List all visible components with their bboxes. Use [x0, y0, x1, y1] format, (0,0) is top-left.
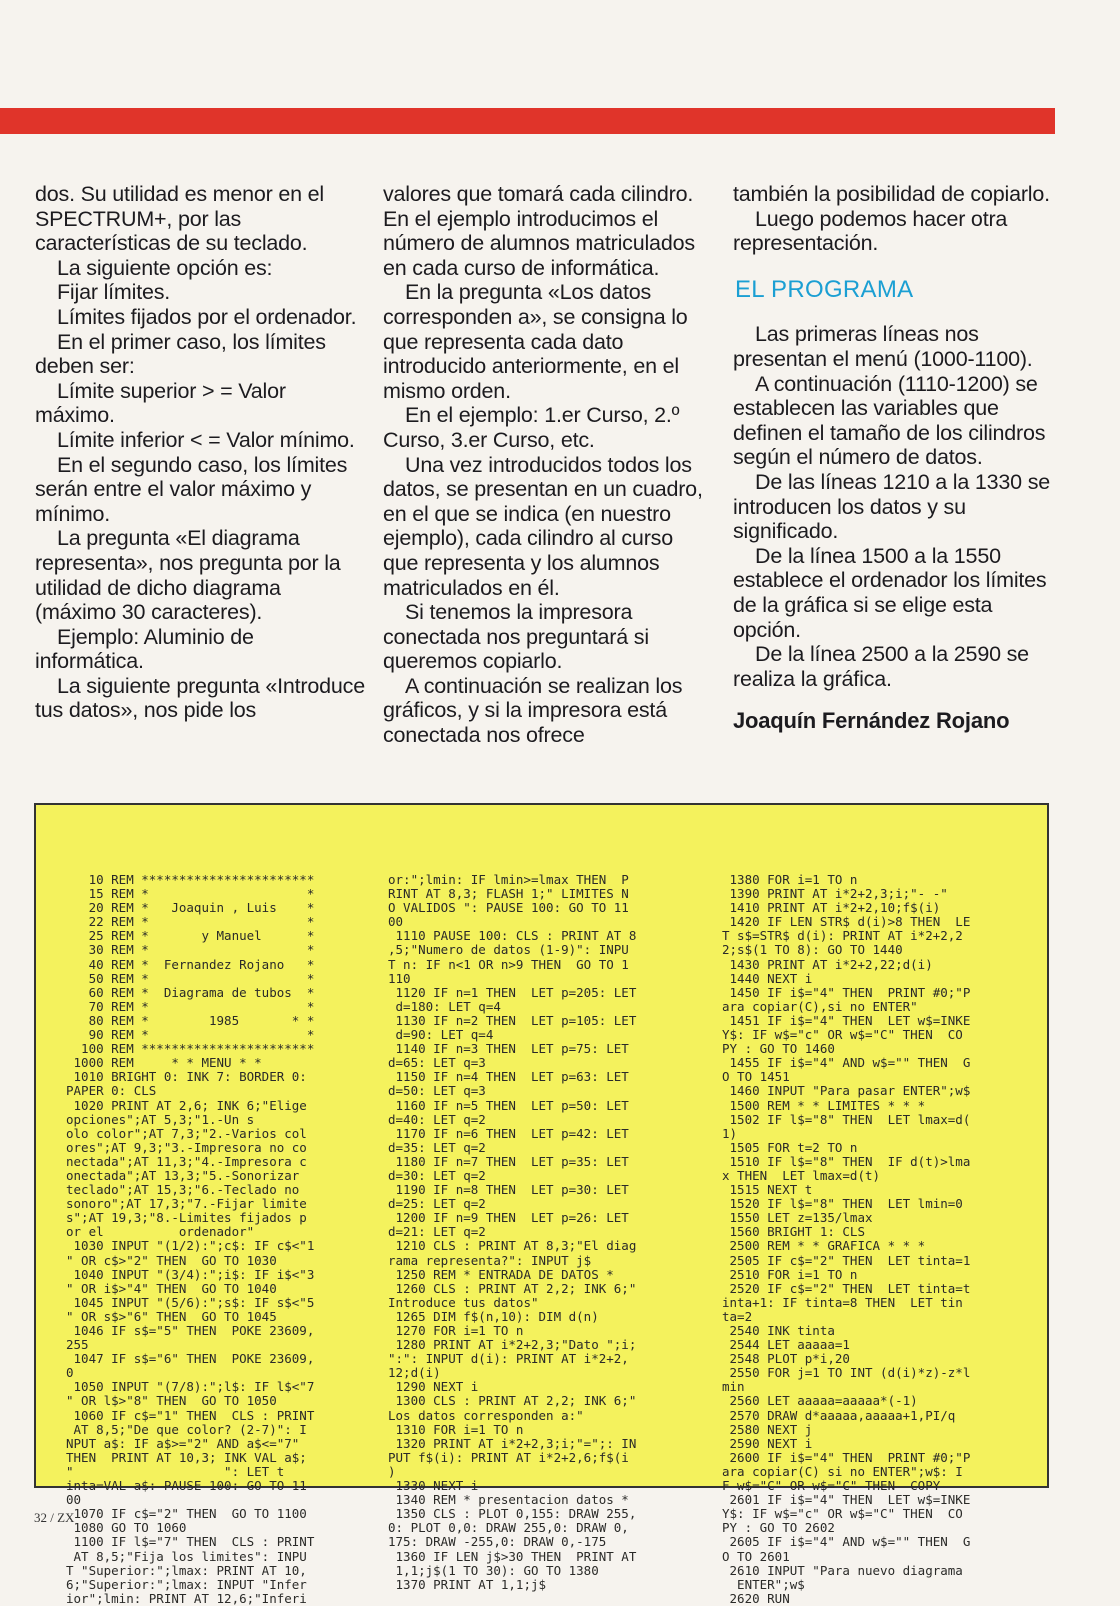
- code-line: 1460 INPUT "Para pasar ENTER";w$: [722, 1083, 971, 1099]
- code-line: 12;d(i): [388, 1365, 441, 1381]
- code-line: d=25: LET q=2: [388, 1196, 486, 1212]
- code-line: AT 8,5;"Fija los limites": INPU: [66, 1548, 307, 1564]
- code-line: 1160 IF n=5 THEN LET p=50: LET: [388, 1097, 629, 1113]
- code-line: 2610 INPUT "Para nuevo diagrama: [722, 1562, 963, 1578]
- code-line: 100 REM ***********************: [66, 1041, 315, 1057]
- paragraph: Ejemplo: Aluminio de informática.: [35, 624, 254, 674]
- paragraph: La pregunta «El diagrama representa», nos pregunta por la utilidad de dicho diagrama (máximo 30 caracteres).: [35, 526, 341, 625]
- code-line: s";AT 19,3;"8.-Limites fijados p: [66, 1210, 307, 1226]
- code-line: 1260 CLS : PRINT AT 2,2; INK 6;": [388, 1280, 637, 1296]
- code-line: ): [388, 1463, 396, 1479]
- code-line: 1450 IF i$="4" THEN PRINT #0;"P: [722, 984, 971, 1000]
- page-number: 32 / ZX: [34, 1510, 75, 1525]
- code-line: 1300 CLS : PRINT AT 2,2; INK 6;": [388, 1393, 637, 1409]
- code-line: " OR c$>"2" THEN GO TO 1030: [66, 1252, 277, 1268]
- section-title: EL PROGRAMA: [735, 275, 914, 303]
- code-line: 1310 FOR i=1 TO n: [388, 1421, 524, 1437]
- author-byline: Joaquín Fernández Rojano: [733, 708, 1010, 734]
- code-line: 2560 LET aaaaa=aaaaa*(-1): [722, 1393, 918, 1409]
- code-line: 2505 IF c$="2" THEN LET tinta=1: [722, 1252, 971, 1268]
- code-line: 1505 FOR t=2 TO n: [722, 1139, 858, 1155]
- article-column-2: [383, 182, 705, 748]
- code-line: Introduce tus datos": [388, 1294, 539, 1310]
- paragraph: La siguiente pregunta «Introduce tus datos», nos pide los: [35, 673, 365, 723]
- code-line: 1140 IF n=3 THEN LET p=75: LET: [388, 1041, 629, 1057]
- code-line: or el ordenador": [66, 1224, 255, 1240]
- code-line: 1390 PRINT AT i*2+2,3;i;"- -": [722, 886, 948, 902]
- code-line: ,5;"Numero de datos (1-9)": INPU: [388, 942, 629, 958]
- code-line: 50 REM * *: [66, 970, 315, 986]
- code-line: 1560 BRIGHT 1: CLS: [722, 1224, 865, 1240]
- code-line: PY : GO TO 1460: [722, 1041, 835, 1057]
- code-line: d=21: LET q=2: [388, 1224, 486, 1240]
- code-line: ores";AT 9,3;"3.-Impresora no co: [66, 1139, 307, 1155]
- code-line: T s$=STR$ d(i): PRINT AT i*2+2,2: [722, 928, 963, 944]
- code-line: 20 REM * Joaquin , Luis *: [66, 900, 315, 916]
- code-line: AT 8,5;"De que color? (2-7)": I: [66, 1421, 307, 1437]
- code-line: 1,1;j$(1 TO 30): GO TO 1380: [388, 1562, 599, 1578]
- code-line: 1130 IF n=2 THEN LET p=105: LET: [388, 1012, 637, 1028]
- code-line: 1000 REM * * MENU * *: [66, 1055, 262, 1071]
- code-line: PY : GO TO 2602: [722, 1520, 835, 1536]
- code-line: O TO 1451: [722, 1069, 790, 1085]
- code-line: 2544 LET aaaaa=1: [722, 1337, 850, 1353]
- code-line: olo color";AT 7,3;"2.-Varios col: [66, 1125, 307, 1141]
- paragraph: Luego podemos hacer otra representación.: [733, 206, 1008, 256]
- code-line: 1070 IF c$="2" THEN GO TO 1100: [66, 1506, 307, 1522]
- code-line: " OR i$>"4" THEN GO TO 1040: [66, 1280, 277, 1296]
- code-line: 1350 CLS : PLOT 0,155: DRAW 255,: [388, 1506, 637, 1522]
- code-line: 1280 PRINT AT i*2+2,3;"Dato ";i;: [388, 1337, 637, 1353]
- code-line: sonoro";AT 17,3;"7.-Fijar limite: [66, 1196, 307, 1212]
- paragraph: De la línea 1500 a la 1550 establece el ordenador los límites de la gráfica si se elige esta opción.: [733, 543, 1047, 642]
- code-line: 10 REM ***********************: [66, 872, 315, 887]
- code-line: 1080 GO TO 1060: [66, 1520, 187, 1536]
- code-line: x THEN LET lmax=d(t): [722, 1167, 881, 1183]
- code-line: 1045 INPUT "(5/6):";s$: IF s$<"5: [66, 1294, 315, 1310]
- code-line: PUT f$(i): PRINT AT i*2+2,6;f$(i: [388, 1449, 629, 1465]
- code-line: ara copiar(C),si no ENTER": [722, 998, 918, 1014]
- code-line: inta=VAL a$: PAUSE 100: GO TO 11: [66, 1478, 307, 1494]
- code-line: 2620 RUN: [722, 1590, 790, 1606]
- code-line: 15 REM * *: [66, 886, 315, 902]
- code-line: onectada";AT 13,3;"5.-Sonorizar: [66, 1167, 300, 1183]
- code-line: 1370 PRINT AT 1,1;j$: [388, 1576, 547, 1592]
- code-line: 1550 LET z=135/lmax: [722, 1210, 873, 1226]
- code-line: " ": LET t: [66, 1463, 285, 1479]
- code-line: 1): [722, 1125, 738, 1141]
- code-line: 1451 IF i$="4" THEN LET w$=INKE: [722, 1012, 971, 1028]
- code-line: ":": INPUT d(i): PRINT AT i*2+2,: [388, 1351, 629, 1367]
- paragraph: De las líneas 1210 a la 1330 se introducen los datos y su significado.: [733, 469, 1051, 544]
- code-line: 2605 IF i$="4" AND w$="" THEN G: [722, 1534, 971, 1550]
- code-line: 2500 REM * * GRAFICA * * *: [722, 1238, 926, 1254]
- code-line: d=40: LET q=2: [388, 1111, 486, 1127]
- code-line: PAPER 0: CLS: [66, 1083, 157, 1099]
- code-line: rama representa?": INPUT j$: [388, 1252, 592, 1268]
- code-line: 1520 IF l$="8" THEN LET lmin=0: [722, 1196, 963, 1212]
- code-line: 2510 FOR i=1 TO n: [722, 1266, 858, 1282]
- code-line: d=35: LET q=2: [388, 1139, 486, 1155]
- code-line: " OR s$>"6" THEN GO TO 1045: [66, 1308, 277, 1324]
- code-line: 175: DRAW -255,0: DRAW 0,-175: [388, 1534, 607, 1550]
- code-line: 1420 IF LEN STR$ d(i)>8 THEN LE: [722, 914, 971, 930]
- code-line: 1110 PAUSE 100: CLS : PRINT AT 8: [388, 928, 637, 944]
- code-line: 60 REM * Diagrama de tubos *: [66, 984, 315, 1000]
- code-line: or:";lmin: IF lmin>=lmax THEN P: [388, 872, 629, 887]
- code-line: 6;"Superior:";lmax: INPUT "Infer: [66, 1576, 307, 1592]
- code-line: 110: [388, 970, 411, 986]
- code-line: 1180 IF n=7 THEN LET p=35: LET: [388, 1153, 629, 1169]
- code-line: 0: [66, 1365, 74, 1381]
- listing-column-1: [66, 873, 314, 1606]
- code-line: teclado";AT 15,3;"6.-Teclado no: [66, 1182, 300, 1198]
- code-line: 1515 NEXT t: [722, 1182, 813, 1198]
- code-line: d=180: LET q=4: [388, 998, 501, 1014]
- code-line: 00: [388, 914, 404, 930]
- code-line: RINT AT 8,3; FLASH 1;" LIMITES N: [388, 886, 629, 902]
- code-line: d=65: LET q=3: [388, 1055, 486, 1071]
- code-line: 1100 IF l$="7" THEN CLS : PRINT: [66, 1534, 315, 1550]
- code-line: 1050 INPUT "(7/8):";l$: IF l$<"7: [66, 1379, 315, 1395]
- code-line: min: [722, 1379, 745, 1395]
- code-line: 1360 IF LEN j$>30 THEN PRINT AT: [388, 1548, 637, 1564]
- code-line: 1020 PRINT AT 2,6; INK 6;"Elige: [66, 1097, 307, 1113]
- paragraph: A continuación (1110-1200) se establecen las variables que definen el tamaño de los cilindros según el número de datos.: [733, 371, 1046, 470]
- code-line: 22 REM * *: [66, 914, 315, 930]
- code-line: 1190 IF n=8 THEN LET p=30: LET: [388, 1182, 629, 1198]
- code-line: d=30: LET q=2: [388, 1167, 486, 1183]
- code-line: T n: IF n<1 OR n>9 THEN GO TO 1: [388, 956, 629, 972]
- code-line: T "Superior:";lmax: PRINT AT 10,: [66, 1562, 307, 1578]
- code-line: 1210 CLS : PRINT AT 8,3;"El diag: [388, 1238, 637, 1254]
- code-line: 1030 INPUT "(1/2):";c$: IF c$<"1: [66, 1238, 315, 1254]
- code-line: 1046 IF s$="5" THEN POKE 23609,: [66, 1323, 315, 1338]
- code-line: 1150 IF n=4 THEN LET p=63: LET: [388, 1069, 629, 1085]
- listing-column-3: [722, 873, 970, 1606]
- paragraph: De la línea 2500 a la 2590 se realiza la gráfica.: [733, 642, 1029, 691]
- paragraph: valores que tomará cada cilindro. En el ejemplo introducimos el número de alumnos matriculados en cada curso de informática.: [383, 182, 695, 280]
- code-line: 40 REM * Fernandez Rojano *: [66, 956, 315, 972]
- code-line: 1502 IF l$="8" THEN LET lmax=d(: [722, 1111, 971, 1127]
- code-line: Los datos corresponden a:": [388, 1407, 584, 1423]
- header-red-band: [0, 108, 1055, 134]
- code-line: 1455 IF i$="4" AND w$="" THEN G: [722, 1055, 971, 1071]
- paragraph: Una vez introducidos todos los datos, se presentan en un cuadro, en el que se indica (en nuestro ejemplo), cada cilindro al curso que representa y los alumnos matriculados en él.: [383, 452, 703, 600]
- code-line: d=50: LET q=3: [388, 1083, 486, 1099]
- paragraph: dos. Su utilidad es menor en el SPECTRUM+, por las características de su teclado.: [35, 182, 325, 256]
- code-line: 1200 IF n=9 THEN LET p=26: LET: [388, 1210, 629, 1226]
- article-column-1: [35, 182, 365, 723]
- code-line: 2520 IF c$="2" THEN LET tinta=t: [722, 1280, 971, 1296]
- code-line: 1410 PRINT AT i*2+2,10;f$(i): [722, 900, 941, 916]
- code-line: 2540 INK tinta: [722, 1323, 835, 1338]
- code-line: 1430 PRINT AT i*2+2,22;d(i): [722, 956, 933, 972]
- code-line: THEN PRINT AT 10,3; INK VAL a$;: [66, 1449, 307, 1465]
- code-line: 90 REM * *: [66, 1027, 315, 1043]
- code-line: 1340 REM * presentacion datos *: [388, 1492, 629, 1508]
- code-line: ior";lmin: PRINT AT 12,6;"Inferi: [66, 1590, 307, 1606]
- code-line: ara copiar(C) si no ENTER";w$: I: [722, 1463, 963, 1479]
- code-line: 1510 IF l$="8" THEN IF d(t)>lma: [722, 1153, 971, 1169]
- code-line: 25 REM * y Manuel *: [66, 928, 315, 944]
- code-line: 1060 IF c$="1" THEN CLS : PRINT: [66, 1407, 315, 1423]
- code-line: 2550 FOR j=1 TO INT (d(i)*z)-z*l: [722, 1365, 971, 1381]
- paragraph: En el ejemplo: 1.er Curso, 2.º Curso, 3.er Curso, etc.: [383, 403, 680, 452]
- code-line: 1265 DIM f$(n,10): DIM d(n): [388, 1308, 599, 1324]
- code-line: 2580 NEXT j: [722, 1421, 813, 1437]
- code-line: 70 REM * *: [66, 998, 315, 1014]
- paragraph: A continuación se realizan los gráficos, y si la impresora está conectada nos ofrece: [383, 673, 683, 748]
- code-line: 1320 PRINT AT i*2+2,3;i;"=";: IN: [388, 1435, 637, 1451]
- code-line: 1330 NEXT i: [388, 1478, 479, 1494]
- code-line: 1270 FOR i=1 TO n: [388, 1323, 524, 1338]
- paragraph: también la posibilidad de copiarlo.: [733, 182, 1050, 206]
- paragraph: La siguiente opción es:: [57, 255, 273, 280]
- code-line: 30 REM * *: [66, 942, 315, 958]
- code-line: inta+1: IF tinta=8 THEN LET tin: [722, 1294, 963, 1310]
- code-line: 2601 IF i$="4" THEN LET w$=INKE: [722, 1492, 971, 1508]
- code-line: 1040 INPUT "(3/4):";i$: IF i$<"3: [66, 1266, 315, 1282]
- paragraph: Si tenemos la impresora conectada nos preguntará si queremos copiarlo.: [383, 600, 649, 674]
- code-line: 2600 IF i$="4" THEN PRINT #0;"P: [722, 1449, 971, 1465]
- code-line: 2590 NEXT i: [722, 1435, 813, 1451]
- listing-column-2: [388, 873, 636, 1592]
- code-line: 255: [66, 1337, 89, 1353]
- paragraph: En el segundo caso, los límites serán entre el valor máximo y mínimo.: [35, 452, 348, 526]
- paragraph: Fijar límites.: [57, 280, 171, 305]
- code-line: 0: PLOT 0,0: DRAW 255,0: DRAW 0,: [388, 1520, 629, 1536]
- code-line: " OR l$>"8" THEN GO TO 1050: [66, 1393, 277, 1409]
- code-line: ta=2: [722, 1308, 753, 1324]
- code-line: 1380 FOR i=1 TO n: [722, 872, 858, 887]
- paragraph: En la pregunta «Los datos corresponden a», se consigna lo que representa cada dato introducido anteriormente, en el mismo orden.: [383, 280, 688, 403]
- code-line: 1170 IF n=6 THEN LET p=42: LET: [388, 1125, 629, 1141]
- code-line: 00: [66, 1492, 82, 1508]
- paragraph: En el primer caso, los límites deben ser:: [35, 329, 326, 379]
- code-line: 1290 NEXT i: [388, 1379, 479, 1395]
- paragraph: Límites fijados por el ordenador.: [57, 304, 357, 329]
- paragraph: Límite superior > = Valor máximo.: [35, 378, 286, 428]
- code-line: 2570 DRAW d*aaaaa,aaaaa+1,PI/q: [722, 1407, 956, 1423]
- code-line: 1500 REM * * LIMITES * * *: [722, 1097, 926, 1113]
- code-line: 1047 IF s$="6" THEN POKE 23609,: [66, 1351, 315, 1367]
- paragraph: Las primeras líneas nos presentan el menú (1000-1100).: [733, 322, 1033, 371]
- code-line: 80 REM * 1985 * *: [66, 1012, 315, 1028]
- code-line: F w$="C" OR w$="C" THEN COPY: [722, 1478, 941, 1494]
- code-line: 2;s$(1 TO 8): GO TO 1440: [722, 942, 903, 958]
- code-line: ENTER";w$: [722, 1576, 805, 1592]
- code-line: Y$: IF w$="c" OR w$="C" THEN CO: [722, 1027, 963, 1043]
- code-line: 1440 NEXT i: [722, 970, 813, 986]
- code-line: Y$: IF w$="c" OR w$="C" THEN CO: [722, 1506, 963, 1522]
- article-column-3: [733, 182, 1058, 734]
- code-line: 1010 BRIGHT 0: INK 7: BORDER 0:: [66, 1069, 307, 1085]
- code-line: d=90: LET q=4: [388, 1027, 494, 1043]
- paragraph: Límite inferior < = Valor mínimo.: [57, 427, 355, 452]
- code-line: NPUT a$: IF a$>="2" AND a$<="7": [66, 1435, 300, 1451]
- code-line: 2548 PLOT p*i,20: [722, 1351, 850, 1367]
- code-line: nectada";AT 11,3;"4.-Impresora c: [66, 1153, 307, 1169]
- code-line: 1120 IF n=1 THEN LET p=205: LET: [388, 984, 637, 1000]
- code-line: O VALIDOS ": PAUSE 100: GO TO 11: [388, 900, 629, 916]
- code-line: 1250 REM * ENTRADA DE DATOS *: [388, 1266, 614, 1282]
- code-line: opciones";AT 5,3;"1.-Un s: [66, 1111, 255, 1127]
- code-line: O TO 2601: [722, 1548, 790, 1564]
